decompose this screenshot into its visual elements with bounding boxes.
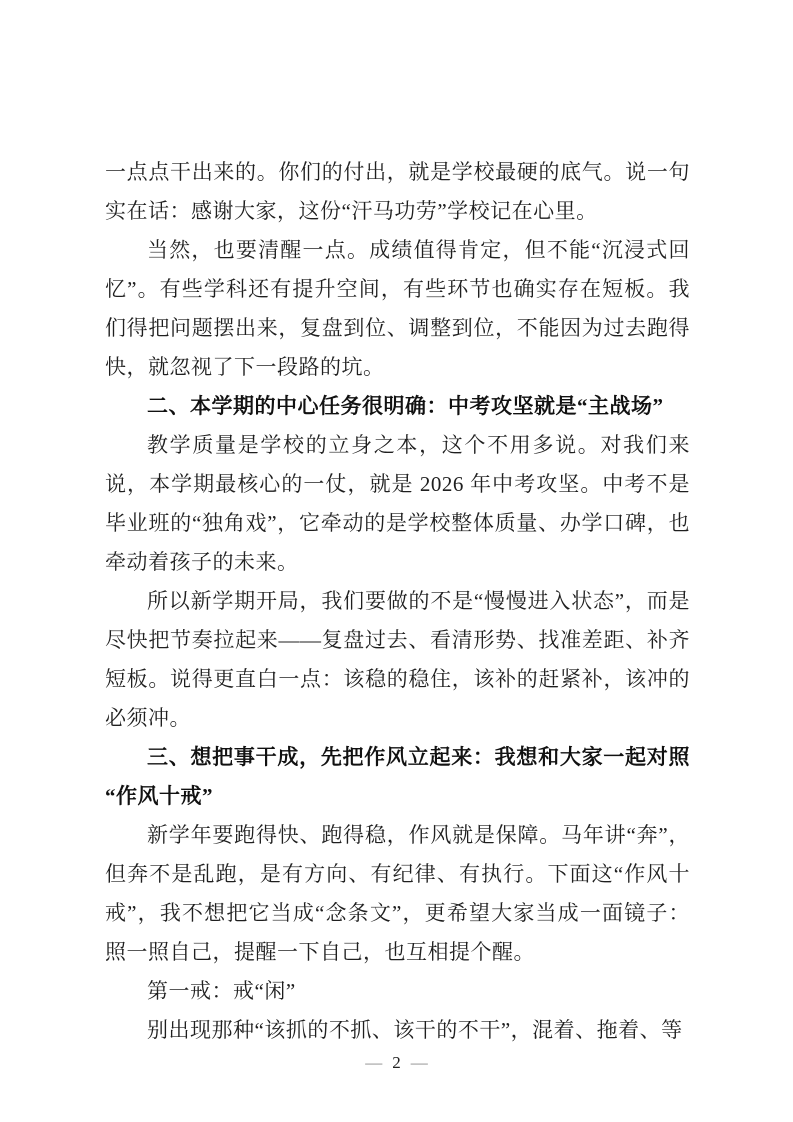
paragraph: 所以新学期开局，我们要做的不是“慢慢进入状态”，而是尽快把节奏拉起来——复盘过去、看清形势、找准差距、补齐短板。说得更直白一点：该稳的稳住，该补的赶紧补，该冲的必须冲。 [105,589,690,730]
paragraph-subheading-first-precept: 第一戒：戒“闲” [147,979,296,1003]
footer-dash-left: — [365,1053,383,1072]
footer-page-number: 2 [392,1053,401,1072]
document-body [105,153,690,1050]
footer-dash-right: — [410,1053,428,1072]
paragraph: 教学质量是学校的立身之本，这个不用多说。对我们来说，本学期最核心的一仗，就是 2026 年中考攻坚。中考不是毕业班的“独角戏”，它牵动的是学校整体质量、办学口碑，也牵动着孩子的未来。 [105,433,690,574]
paragraph: 当然，也要清醒一点。成绩值得肯定，但不能“沉浸式回忆”。有些学科还有提升空间，有些环节也确实存在短板。我们得把问题摆出来，复盘到位、调整到位，不能因为过去跑得快，就忽视了下一段路的坑。 [105,238,690,379]
page-footer [0,1048,793,1078]
paragraph: 别出现那种“该抓的不抓、该干的不干”，混着、拖着、等 [147,1018,683,1042]
section-heading-3: 三、想把事干成，先把作风立起来：我想和大家一起对照“作风十戒” [105,745,690,808]
paragraph: 新学年要跑得快、跑得稳，作风就是保障。马年讲“奔”，但奔不是乱跑，是有方向、有纪律、有执行。下面这“作风十戒”，我不想把它当成“念条文”，更希望大家当成一面镜子：照一照自己，提醒一下自己，也互相提个醒。 [105,823,690,964]
paragraph-continuation: 一点点干出来的。你们的付出，就是学校最硬的底气。说一句实在话：感谢大家，这份“汗马功劳”学校记在心里。 [105,160,690,223]
section-heading-2: 二、本学期的中心任务很明确：中考攻坚就是“主战场” [147,394,664,418]
